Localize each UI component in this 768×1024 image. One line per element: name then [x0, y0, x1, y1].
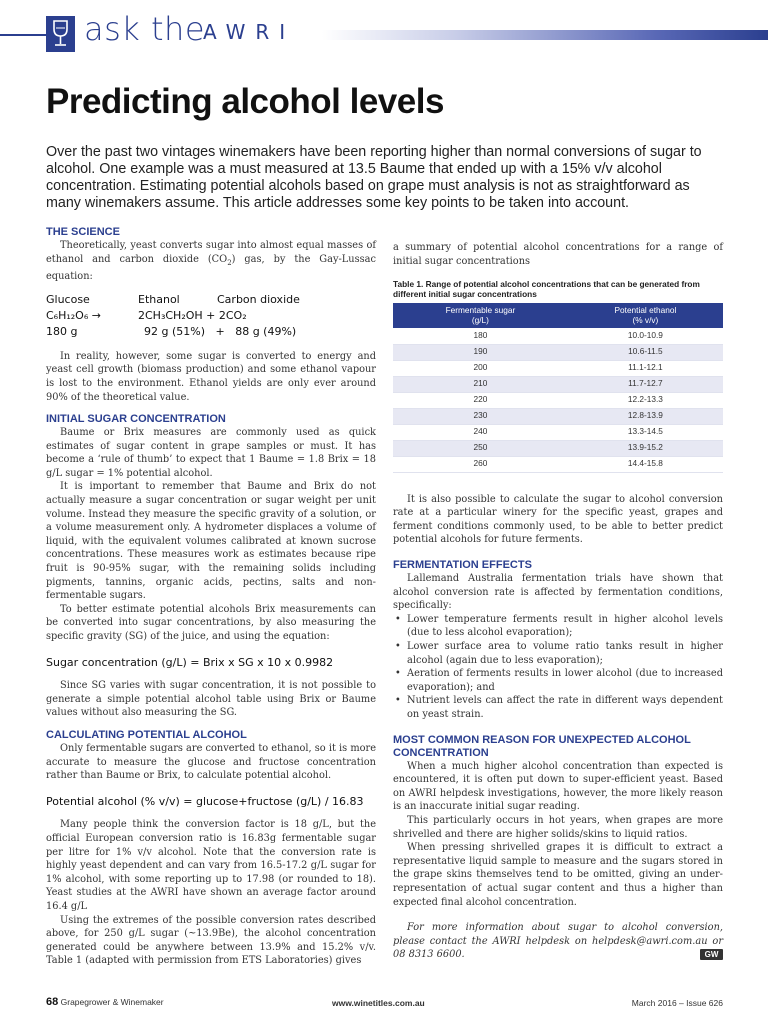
table-row [393, 456, 723, 472]
cell-ethanol: 13.3-14.5 [568, 424, 723, 440]
cell-ethanol: 11.7-12.7 [568, 376, 723, 392]
right-column [393, 241, 723, 962]
page-footer [46, 996, 723, 1012]
table-row [393, 392, 723, 408]
reason-paragraph-3: When pressing shrivelled grapes it is difficult to extract a representative liquid sample to measure and the sugars stored in the grape skins themselves tend to be omitted, giving an under-representation of actual sugar content and thus a higher than expected final alcohol concentration. [393, 842, 723, 908]
initial-paragraph-1: Baume or Brix measures are commonly used as quick estimates of sugar content in grape samples or must. It has become a ‘rule of thumb’ to expect that 1 Baume = 1.8 Brix = 18 g/L sugar = 1% potential alcohol. [46, 427, 376, 479]
calc-paragraph-3: Using the extremes of the possible conversion rates described above, for 250 g/L sugar (~13.9Be), the alcohol concentration generated could be anywhere between 13.9% and 15.2% v/v. Table 1 (adapted with permission from ETS Laboratories) gives [46, 914, 376, 967]
cell-sugar: 180 [393, 328, 568, 344]
cell-sugar: 190 [393, 344, 568, 360]
equation-products-mass: 92 g (51%) + 88 g (49%) [144, 324, 297, 338]
table-caption: Table 1. Range of potential alcohol concentrations that can be generated from different initial sugar concentrations [393, 279, 700, 300]
science-paragraph-2: In reality, however, some sugar is converted to energy and yeast cell growth (biomass production) and some ethanol vapour is lost to the environment. Ethanol yields are only ever around 90% of the theoretical value. [46, 350, 376, 403]
table-row [393, 328, 723, 344]
alcohol-range-table [393, 303, 723, 473]
gw-logo: GW [700, 949, 723, 960]
cell-ethanol: 11.1-12.1 [568, 360, 723, 376]
footer-url: www.winetitles.com.au [332, 998, 425, 1008]
cell-ethanol: 14.4-15.8 [568, 456, 723, 472]
calc-paragraph-1: Only fermentable sugars are converted to ethanol, so it is more accurate to measure the glucose and fructose concentration rather than Baume or Brix, to calculate potential alcohol. [46, 742, 376, 782]
section-heading-fermentation: FERMENTATION EFFECTS [393, 559, 532, 572]
table-header-row [393, 303, 723, 328]
section-heading-initial-sugar: INITIAL SUGAR CONCENTRATION [46, 413, 226, 426]
equation-products-formula: 2CH₃CH₂OH + 2CO₂ [138, 308, 247, 322]
masthead-gradient-bar [322, 30, 768, 40]
science-p1-text-a: Theoretically, yeast converts sugar into almost equal masses of ethanol and carbon dioxide (CO [46, 240, 376, 265]
cell-ethanol: 12.2-13.3 [568, 392, 723, 408]
ferment-bullet-list [393, 613, 723, 722]
section-heading-common-reason: MOST COMMON REASON FOR UNEXPECTED ALCOHOL CONCENTRATION [393, 733, 691, 759]
gay-lussac-equation [46, 292, 376, 340]
header-ethanol-line2: (% v/v) [632, 314, 659, 325]
ferment-paragraph-1: Lallemand Australia fermentation trials have shown that alcohol conversion rate is affected by fermentation conditions, specifically: [393, 573, 723, 612]
calc-paragraph-2: Many people think the conversion factor is 18 g/L, but the official European conversion ratio is 16.83g fermentable sugar per litre for 1% v/v alcohol. Note that the conversion rate is highly yeast dependent and can vary from 16.5-17.2 g/L sugar for 1% alcohol, with some reporting up to 17.98 (or rounded to 18). Yeast studies at the AWRI have shown an average factor around 16.4 g/L [46, 819, 376, 912]
initial-paragraph-3: To better estimate potential alcohols Brix measurements can be converted into sugar concentrations, by also measuring the specific gravity (SG) of the juice, and using the equation: [46, 603, 376, 643]
section-heading-science: THE SCIENCE [46, 226, 120, 238]
contact-note: For more information about sugar to alcohol conversion, please contact the AWRI helpdesk on helpdesk@awri.com.au or 08 8313 6600. [393, 922, 723, 961]
header-sugar-line2: (g/L) [471, 314, 489, 325]
table-row [393, 360, 723, 376]
equation-label-co2: Carbon dioxide [217, 292, 300, 306]
sugar-concentration-formula: Sugar concentration (g/L) = Brix x SG x 10 x 0.9982 [46, 655, 334, 669]
masthead-rule-left [0, 34, 46, 36]
footer-issue: March 2016 – Issue 626 [631, 998, 723, 1008]
list-item: • Nutrient levels can affect the rate in different ways dependent on yeast strain. [393, 694, 723, 721]
article-intro: Over the past two vintages winemakers have been reporting higher than normal conversions of sugar to alcohol. One example was a must measured at 13.5 Baume that ended up with a 15% v/v alcohol concentration. Estimating potential alcohols based on grape must analysis is not as straightforward as many winemakers assume. This article addresses some key points to be taken into account. [46, 144, 702, 211]
footer-page-info [46, 996, 164, 1008]
page-number: 68 [46, 996, 59, 1008]
right-intro-paragraph: a summary of potential alcohol concentrations for a range of initial sugar concentrations [393, 242, 723, 267]
table-row [393, 376, 723, 392]
masthead [0, 0, 768, 70]
header-ethanol-line1: Potential ethanol [614, 305, 677, 316]
table-header-ethanol [568, 303, 723, 328]
cell-sugar: 220 [393, 392, 568, 408]
cell-sugar: 200 [393, 360, 568, 376]
potential-alcohol-formula: Potential alcohol (% v/v) = glucose+fructose (g/L) / 16.83 [46, 794, 364, 808]
science-p1-text-b: ) gas, by the Gay-Lussac equation: [46, 253, 376, 283]
cell-ethanol: 10.0-10.9 [568, 328, 723, 344]
equation-glucose-formula: C₆H₁₂O₆ → [46, 308, 101, 322]
cell-sugar: 260 [393, 456, 568, 472]
list-item: • Lower temperature ferments result in higher alcohol levels (due to less alcohol evaporation); [393, 613, 723, 640]
table-row [393, 440, 723, 456]
equation-label-ethanol: Ethanol [138, 292, 180, 306]
reason-paragraph-2: This particularly occurs in hot years, when grapes are more shrivelled and there are higher solids/skins to liquid ratios. [393, 814, 723, 840]
header-sugar-line1: Fermentable sugar [445, 305, 516, 316]
cell-ethanol: 10.6-11.5 [568, 344, 723, 360]
science-paragraph-1 [46, 239, 376, 284]
cell-sugar: 210 [393, 376, 568, 392]
equation-glucose-mass: 180 g [46, 324, 78, 338]
initial-paragraph-4: Since SG varies with sugar concentration, it is not possible to generate a simple potential alcohol table using Brix or Baume values without also measuring the SG. [46, 680, 376, 719]
cell-sugar: 230 [393, 408, 568, 424]
cell-sugar: 250 [393, 440, 568, 456]
left-column [46, 226, 376, 968]
publication-name: Grapegrower & Winemaker [60, 997, 164, 1007]
reason-paragraph-1: When a much higher alcohol concentration than expected is encountered, it is often put down to super-efficient yeast. Based on AWRI helpdesk investigations, however, the more likely reason is an inaccurate initial sugar reading. [393, 760, 723, 813]
right-paragraph-after-table: It is also possible to calculate the sugar to alcohol conversion rate at a particular winery for the specific yeast, grapes and ferment conditions commonly used, to be able to better predict potential alcohols for future ferments. [393, 493, 723, 546]
table-header-sugar [393, 303, 568, 328]
table-row [393, 408, 723, 424]
initial-paragraph-2: It is important to remember that Baume and Brix do not actually measure a sugar concentration or sugar weight per unit volume. Instead they measure the specific gravity of a solution, or a volume measurement only. A hydrometer displaces a volume of liquid, with the equivalent volumes calibrated at known sucrose concentrations. These measures work as estimates because ripe fruit is 90-95% sugar, with the remaining solids including pigments, tannins, organic acids, pectins, salts and non-fermentable sugars. [46, 481, 376, 602]
table-row [393, 424, 723, 440]
masthead-prefix: ask the [84, 10, 205, 48]
table-row [393, 344, 723, 360]
section-heading-calculating: CALCULATING POTENTIAL ALCOHOL [46, 728, 247, 741]
cell-ethanol: 13.9-15.2 [568, 440, 723, 456]
awri-logo-icon [46, 16, 75, 52]
cell-sugar: 240 [393, 424, 568, 440]
article-title: Predicting alcohol levels [46, 82, 444, 121]
cell-ethanol: 12.8-13.9 [568, 408, 723, 424]
list-item: • Aeration of ferments results in lower alcohol (due to increased evaporation); and [393, 667, 723, 694]
equation-label-glucose: Glucose [46, 292, 90, 306]
science-p1-subscript: 2 [227, 258, 232, 267]
masthead-brand: AWRI [203, 20, 296, 44]
list-item: • Lower surface area to volume ratio tanks result in higher alcohol (again due to less evaporation); [393, 640, 723, 667]
